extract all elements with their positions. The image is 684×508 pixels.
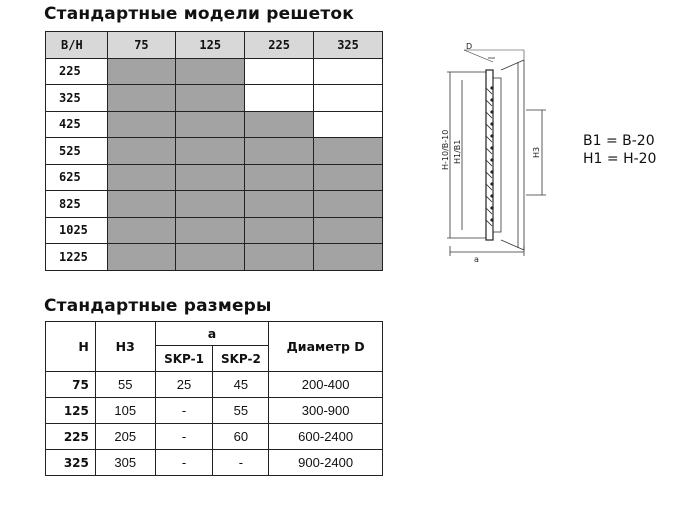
cell-diameter: 200-400 [269, 372, 383, 398]
table-row [46, 450, 383, 476]
grid-row-header: 1225 [46, 244, 108, 271]
cell-h: 75 [46, 372, 96, 398]
grid-cell-available [176, 164, 245, 191]
sizes-header-skp2: SKP-2 [213, 346, 269, 372]
table-row [46, 164, 383, 191]
grid-cell-empty [314, 111, 383, 138]
grid-cell-available [314, 138, 383, 165]
cell-h3: 205 [95, 424, 155, 450]
cell-diameter: 900-2400 [269, 450, 383, 476]
grid-row-header: 1025 [46, 217, 108, 244]
grid-col-header: 125 [176, 32, 245, 59]
table-row [46, 191, 383, 218]
grid-cell-available [245, 191, 314, 218]
cell-skp1: - [155, 398, 213, 424]
grid-cell-available [176, 85, 245, 112]
table-row [46, 424, 383, 450]
sizes-header-row-1 [46, 322, 383, 346]
models-title: Стандартные модели решеток [44, 4, 355, 24]
cell-h3: 55 [95, 372, 155, 398]
sizes-header-a: a [155, 322, 269, 346]
grid-cell-available [107, 138, 176, 165]
grid-row-header: 625 [46, 164, 108, 191]
sizes-header-h3: H3 [95, 322, 155, 372]
cell-skp2: 60 [213, 424, 269, 450]
formulas [583, 132, 656, 168]
grid-cell-available [176, 217, 245, 244]
grid-cell-empty [245, 85, 314, 112]
table-row [46, 372, 383, 398]
grid-cell-available [107, 217, 176, 244]
sizes-header-diameter: Диаметр D [269, 322, 383, 372]
grid-cell-available [245, 111, 314, 138]
grid-cell-available [107, 111, 176, 138]
formula-b1: B1 = B-20 [583, 133, 655, 149]
table-row [46, 138, 383, 165]
grid-cell-available [314, 244, 383, 271]
grid-row-header: 525 [46, 138, 108, 165]
grid-row-header: 225 [46, 58, 108, 85]
label-h1-b1: H1/B1 [453, 139, 462, 164]
grid-cell-available [107, 85, 176, 112]
cell-diameter: 600-2400 [269, 424, 383, 450]
table-row [46, 398, 383, 424]
grid-cell-available [176, 138, 245, 165]
table-row [46, 58, 383, 85]
grid-row-header: 825 [46, 191, 108, 218]
cell-skp2: 55 [213, 398, 269, 424]
cell-h: 325 [46, 450, 96, 476]
grid-cell-available [176, 191, 245, 218]
sizes-table [45, 321, 383, 476]
grid-col-header: 225 [245, 32, 314, 59]
grid-cell-available [107, 244, 176, 271]
table-row [46, 244, 383, 271]
grid-cell-available [176, 111, 245, 138]
grid-row-header: 425 [46, 111, 108, 138]
grid-col-header: 75 [107, 32, 176, 59]
cell-diameter: 300-900 [269, 398, 383, 424]
grid-cell-empty [314, 85, 383, 112]
label-d: D [466, 42, 473, 51]
grid-cell-available [107, 58, 176, 85]
grid-cell-available [245, 244, 314, 271]
grid-cell-empty [314, 58, 383, 85]
grid-row-header: 325 [46, 85, 108, 112]
label-a: a [474, 255, 479, 264]
grille-side-view-drawing [440, 40, 560, 270]
label-h10-b10: H-10/B-10 [441, 129, 450, 170]
grid-cell-available [314, 217, 383, 244]
models-grid [45, 31, 383, 271]
sizes-header-h: H [46, 322, 96, 372]
grid-cell-available [176, 244, 245, 271]
cell-h3: 105 [95, 398, 155, 424]
grid-col-header: 325 [314, 32, 383, 59]
table-row [46, 217, 383, 244]
cell-h: 225 [46, 424, 96, 450]
grid-cell-available [176, 58, 245, 85]
cell-h: 125 [46, 398, 96, 424]
label-h3: H3 [532, 146, 541, 158]
formula-h1: H1 = H-20 [583, 151, 657, 167]
grid-cell-empty [245, 58, 314, 85]
grid-corner-label: B/H [46, 32, 108, 59]
cell-skp1: - [155, 450, 213, 476]
grid-cell-available [314, 164, 383, 191]
grid-cell-available [314, 191, 383, 218]
grid-header-row [46, 32, 383, 59]
cell-skp2: - [213, 450, 269, 476]
table-row [46, 85, 383, 112]
cell-skp1: - [155, 424, 213, 450]
cell-skp1: 25 [155, 372, 213, 398]
grid-cell-available [245, 217, 314, 244]
cell-skp2: 45 [213, 372, 269, 398]
cell-h3: 305 [95, 450, 155, 476]
sizes-header-skp1: SKP-1 [155, 346, 213, 372]
grid-cell-available [245, 138, 314, 165]
table-row [46, 111, 383, 138]
grid-cell-available [245, 164, 314, 191]
sizes-title: Стандартные размеры [44, 296, 272, 316]
grid-cell-available [107, 164, 176, 191]
grid-cell-available [107, 191, 176, 218]
